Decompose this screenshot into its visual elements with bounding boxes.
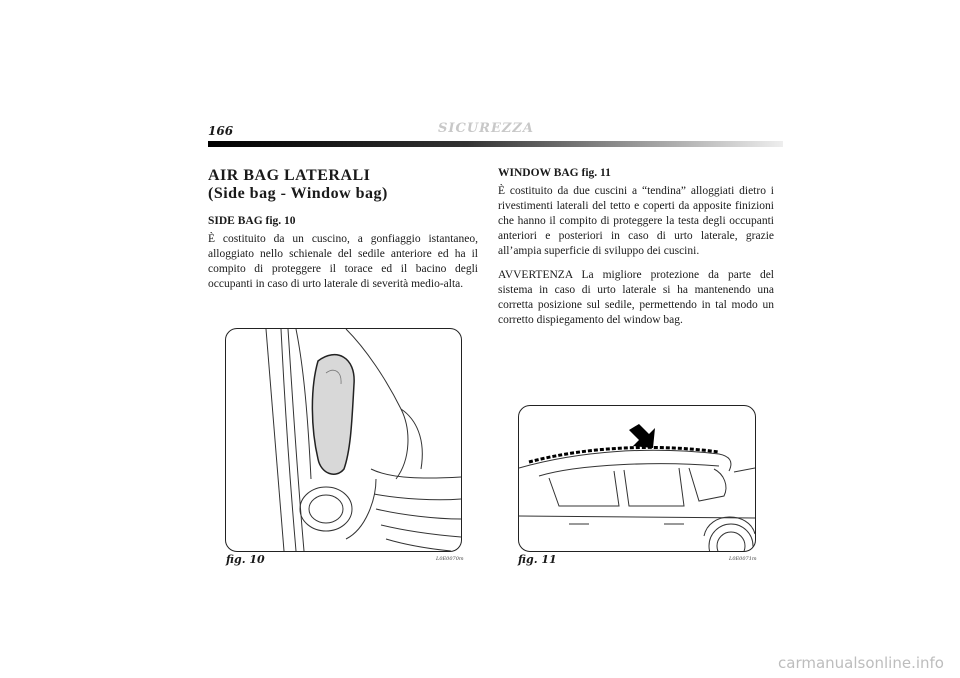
figure-11 bbox=[518, 405, 756, 552]
left-column bbox=[208, 167, 478, 292]
side-airbag-seat-illustration bbox=[226, 329, 461, 551]
title-line-1: AIR BAG LATERALI bbox=[208, 167, 371, 184]
title-line-2: (Side bag - Window bag) bbox=[208, 185, 388, 202]
right-column bbox=[498, 166, 774, 328]
warning-text: AVVERTENZA La migliore protezione da parte del sistema in caso di urto laterale si ha mantenendo una corretta posizione sul sedile, permettendo in tal modo un corretto dispiegamento del window bag. bbox=[498, 269, 774, 326]
figure-10-caption: fig. 10 bbox=[226, 553, 265, 566]
section-title: SICUREZZA bbox=[438, 121, 534, 136]
window-bag-text: È costituito da due cuscini a “tendina” alloggiati dietro i rivestimenti laterali del tetto e coperti da apposite finizioni che hanno il compito di proteggere la testa degli occupanti anteriori e posteriori in caso di urto laterale, grazie all’ampia superficie di sviluppo dei cuscini. bbox=[498, 185, 774, 257]
page-number: 166 bbox=[208, 124, 234, 138]
side-bag-heading: SIDE BAG fig. 10 bbox=[208, 215, 296, 227]
figure-10 bbox=[225, 328, 462, 552]
figure-10-code: L0E0070m bbox=[436, 556, 464, 562]
header-rule bbox=[208, 141, 783, 147]
figure-11-code: L0E0071m bbox=[729, 556, 757, 562]
footer-watermark: carmanualsonline.info bbox=[778, 654, 944, 672]
figure-11-caption: fig. 11 bbox=[518, 553, 557, 566]
arrow-icon bbox=[629, 424, 655, 448]
side-bag-text: È costituito da un cuscino, a gonfiaggio istantaneo, alloggiato nello schienale del sedile anteriore ed ha il compito di proteggere il torace ed il bacino degli occupanti in caso di urto laterale di severità medio-alta. bbox=[208, 233, 478, 290]
window-bag-heading: WINDOW BAG fig. 11 bbox=[498, 167, 611, 179]
window-bag-car-illustration bbox=[519, 406, 755, 551]
